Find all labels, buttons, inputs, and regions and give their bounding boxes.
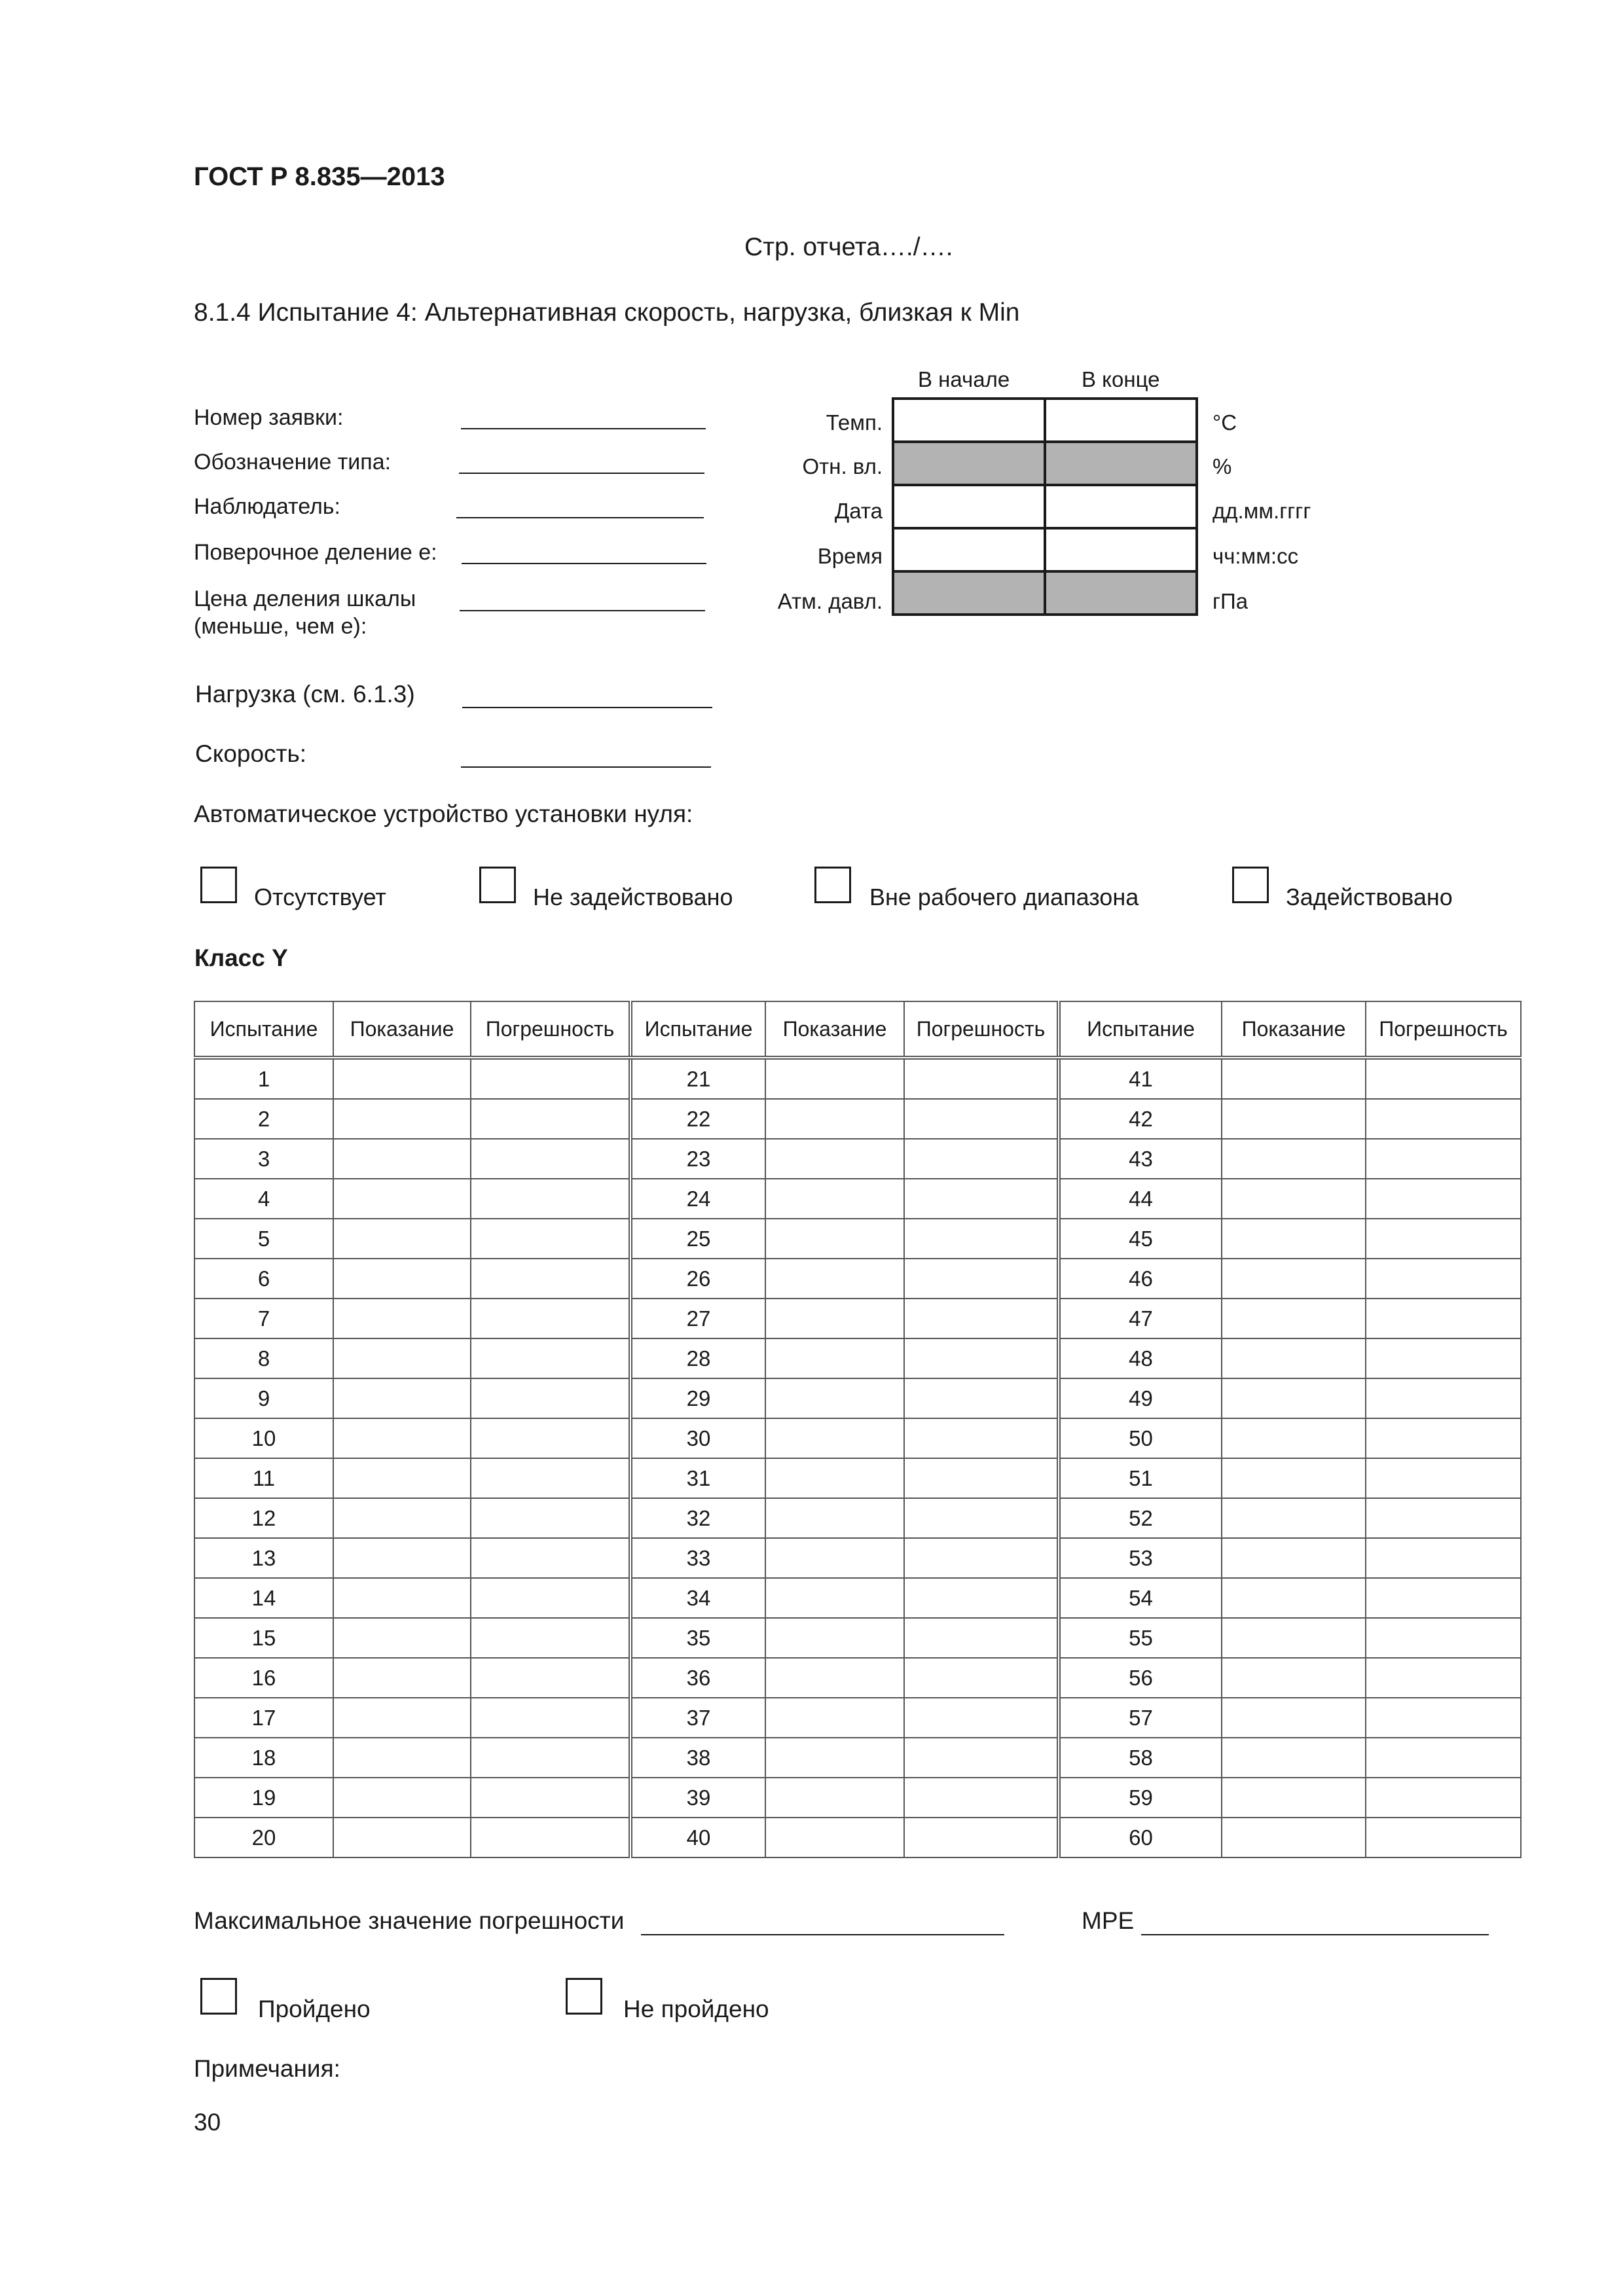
standard-header: ГОСТ Р 8.835—2013 — [194, 162, 445, 191]
condition-pressure-start — [893, 571, 1045, 615]
verdict-option-failed: Не пройдено — [623, 1996, 769, 2022]
table-row — [194, 1658, 1521, 1698]
trial-number: 40 — [630, 1818, 765, 1857]
table-row — [194, 1378, 1521, 1418]
trial-number: 22 — [630, 1099, 765, 1139]
condition-label-temp: Темп. — [826, 410, 883, 435]
verdict-option-passed: Пройдено — [258, 1996, 371, 2022]
error-cell[interactable] — [1366, 1458, 1521, 1498]
reading-cell[interactable] — [765, 1698, 904, 1738]
error-cell[interactable] — [471, 1299, 630, 1338]
zero-device-checkbox-not-engaged[interactable] — [479, 867, 516, 903]
reading-cell[interactable] — [765, 1338, 904, 1378]
reading-cell[interactable] — [765, 1179, 904, 1219]
results-header-reading-3: Показание — [1222, 1001, 1366, 1058]
table-row — [194, 1538, 1521, 1578]
condition-temp-end[interactable] — [1045, 399, 1197, 442]
reading-cell[interactable] — [1222, 1179, 1366, 1219]
trial-number: 20 — [194, 1818, 333, 1857]
trial-number: 35 — [630, 1618, 765, 1658]
field-label-type-designation: Обозначение типа: — [194, 450, 392, 475]
trial-number: 6 — [194, 1259, 333, 1299]
field-label-scale-interval-note: (меньше, чем e): — [194, 614, 367, 639]
table-row — [194, 1818, 1521, 1857]
reading-cell[interactable] — [765, 1139, 904, 1179]
field-input-type-designation[interactable] — [459, 473, 704, 474]
trial-number: 33 — [630, 1538, 765, 1578]
section-title: 8.1.4 Испытание 4: Альтернативная скорость, нагрузка, близкая к Min — [194, 298, 1020, 327]
error-cell[interactable] — [1366, 1338, 1521, 1378]
condition-temp-start[interactable] — [893, 399, 1045, 442]
trial-number: 10 — [194, 1418, 333, 1458]
trial-number: 45 — [1059, 1219, 1222, 1259]
error-cell[interactable] — [904, 1378, 1059, 1418]
error-cell[interactable] — [471, 1818, 630, 1857]
field-label-scale-interval: Цена деления шкалы — [194, 586, 416, 611]
trial-number: 46 — [1059, 1259, 1222, 1299]
condition-pressure-end — [1045, 571, 1197, 615]
trial-number: 27 — [630, 1299, 765, 1338]
trial-number: 21 — [630, 1058, 765, 1099]
error-cell[interactable] — [471, 1578, 630, 1618]
reading-cell[interactable] — [765, 1778, 904, 1818]
reading-cell[interactable] — [333, 1219, 471, 1259]
reading-cell[interactable] — [1222, 1658, 1366, 1698]
trial-number: 11 — [194, 1458, 333, 1498]
error-cell[interactable] — [904, 1219, 1059, 1259]
reading-cell[interactable] — [765, 1538, 904, 1578]
reading-cell[interactable] — [1222, 1418, 1366, 1458]
field-input-observer[interactable] — [456, 517, 704, 518]
load-label: Нагрузка (см. 6.1.3) — [195, 681, 415, 708]
trial-number: 30 — [630, 1418, 765, 1458]
results-header-trial-2: Испытание — [630, 1001, 765, 1058]
trial-number: 56 — [1059, 1658, 1222, 1698]
max-error-label: Максимальное значение погрешности — [194, 1907, 625, 1934]
error-cell[interactable] — [904, 1139, 1059, 1179]
zero-device-label: Автоматическое устройство установки нуля: — [194, 800, 693, 827]
reading-cell[interactable] — [333, 1698, 471, 1738]
trial-number: 58 — [1059, 1738, 1222, 1778]
trial-number: 4 — [194, 1179, 333, 1219]
trial-number: 23 — [630, 1139, 765, 1179]
reading-cell[interactable] — [1222, 1538, 1366, 1578]
trial-number: 38 — [630, 1738, 765, 1778]
table-row — [194, 1179, 1521, 1219]
trial-number: 13 — [194, 1538, 333, 1578]
error-cell[interactable] — [904, 1458, 1059, 1498]
table-row — [194, 1418, 1521, 1458]
table-row — [194, 1219, 1521, 1259]
reading-cell[interactable] — [333, 1658, 471, 1698]
conditions-col-start: В начале — [918, 367, 1010, 391]
error-cell[interactable] — [1366, 1738, 1521, 1778]
table-row — [194, 1698, 1521, 1738]
speed-label: Скорость: — [195, 740, 307, 767]
table-row — [194, 1259, 1521, 1299]
results-header-error-2: Погрешность — [904, 1001, 1059, 1058]
reading-cell[interactable] — [765, 1219, 904, 1259]
error-cell[interactable] — [904, 1578, 1059, 1618]
trial-number: 42 — [1059, 1099, 1222, 1139]
table-row — [194, 1099, 1521, 1139]
reading-cell[interactable] — [1222, 1058, 1366, 1099]
reading-cell[interactable] — [1222, 1458, 1366, 1498]
reading-cell[interactable] — [1222, 1139, 1366, 1179]
error-cell[interactable] — [904, 1058, 1059, 1099]
condition-unit-date: дд.мм.гггг — [1213, 499, 1311, 523]
trial-number: 57 — [1059, 1698, 1222, 1738]
trial-number: 51 — [1059, 1458, 1222, 1498]
trial-number: 7 — [194, 1299, 333, 1338]
reading-cell[interactable] — [333, 1738, 471, 1778]
reading-cell[interactable] — [1222, 1338, 1366, 1378]
trial-number: 53 — [1059, 1538, 1222, 1578]
load-input[interactable] — [462, 707, 712, 708]
error-cell[interactable] — [471, 1139, 630, 1179]
trial-number: 14 — [194, 1578, 333, 1618]
condition-unit-time: чч:мм:сс — [1213, 544, 1299, 568]
mpe-input[interactable] — [1141, 1934, 1489, 1935]
reading-cell[interactable] — [765, 1738, 904, 1778]
trial-number: 36 — [630, 1658, 765, 1698]
results-header-trial-3: Испытание — [1059, 1001, 1222, 1058]
trial-number: 48 — [1059, 1338, 1222, 1378]
reading-cell[interactable] — [765, 1658, 904, 1698]
trial-number: 37 — [630, 1698, 765, 1738]
trial-number: 44 — [1059, 1179, 1222, 1219]
zero-device-checkbox-absent[interactable] — [200, 867, 237, 903]
error-cell[interactable] — [1366, 1058, 1521, 1099]
condition-label-pressure: Атм. давл. — [777, 589, 883, 613]
reading-cell[interactable] — [1222, 1219, 1366, 1259]
trial-number: 25 — [630, 1219, 765, 1259]
error-cell[interactable] — [1366, 1219, 1521, 1259]
trial-number: 60 — [1059, 1818, 1222, 1857]
reading-cell[interactable] — [333, 1538, 471, 1578]
reading-cell[interactable] — [765, 1618, 904, 1658]
verdict-checkbox-passed[interactable] — [200, 1978, 237, 2015]
table-row — [194, 1139, 1521, 1179]
condition-label-time: Время — [817, 544, 883, 568]
reading-cell[interactable] — [1222, 1299, 1366, 1338]
error-cell[interactable] — [471, 1658, 630, 1698]
zero-device-option-absent: Отсутствует — [254, 884, 386, 910]
reading-cell[interactable] — [333, 1179, 471, 1219]
trial-number: 12 — [194, 1498, 333, 1538]
reading-cell[interactable] — [765, 1818, 904, 1857]
reading-cell[interactable] — [333, 1139, 471, 1179]
zero-device-option-not-engaged: Не задействовано — [533, 884, 733, 910]
field-input-verification-interval[interactable] — [462, 563, 706, 564]
trial-number: 26 — [630, 1259, 765, 1299]
condition-humidity-end — [1045, 442, 1197, 485]
trial-number: 8 — [194, 1338, 333, 1378]
trial-number: 2 — [194, 1099, 333, 1139]
error-cell[interactable] — [904, 1338, 1059, 1378]
trial-number: 24 — [630, 1179, 765, 1219]
reading-cell[interactable] — [333, 1818, 471, 1857]
error-cell[interactable] — [471, 1498, 630, 1538]
reading-cell[interactable] — [1222, 1498, 1366, 1538]
condition-unit-temp: °C — [1213, 410, 1237, 435]
error-cell[interactable] — [471, 1418, 630, 1458]
reading-cell[interactable] — [333, 1578, 471, 1618]
reading-cell[interactable] — [765, 1058, 904, 1099]
condition-date-start[interactable] — [893, 485, 1045, 528]
error-cell[interactable] — [471, 1099, 630, 1139]
results-header-reading-1: Показание — [333, 1001, 471, 1058]
error-cell[interactable] — [471, 1378, 630, 1418]
report-page-counter: Стр. отчета…./…. — [744, 233, 953, 261]
error-cell[interactable] — [904, 1778, 1059, 1818]
error-cell[interactable] — [471, 1538, 630, 1578]
zero-device-checkbox-engaged[interactable] — [1232, 867, 1269, 903]
table-row — [194, 1338, 1521, 1378]
error-cell[interactable] — [904, 1618, 1059, 1658]
error-cell[interactable] — [1366, 1418, 1521, 1458]
error-cell[interactable] — [904, 1179, 1059, 1219]
page-number: 30 — [194, 2109, 221, 2136]
reading-cell[interactable] — [333, 1618, 471, 1658]
table-row — [194, 1578, 1521, 1618]
error-cell[interactable] — [471, 1219, 630, 1259]
reading-cell[interactable] — [1222, 1818, 1366, 1857]
error-cell[interactable] — [904, 1418, 1059, 1458]
field-label-observer: Наблюдатель: — [194, 494, 340, 519]
reading-cell[interactable] — [1222, 1778, 1366, 1818]
error-cell[interactable] — [471, 1259, 630, 1299]
verdict-checkbox-failed[interactable] — [566, 1978, 602, 2015]
trial-number: 54 — [1059, 1578, 1222, 1618]
error-cell[interactable] — [1366, 1299, 1521, 1338]
trial-number: 59 — [1059, 1778, 1222, 1818]
table-row — [194, 1299, 1521, 1338]
error-cell[interactable] — [1366, 1498, 1521, 1538]
error-cell[interactable] — [904, 1538, 1059, 1578]
reading-cell[interactable] — [333, 1299, 471, 1338]
reading-cell[interactable] — [765, 1578, 904, 1618]
reading-cell[interactable] — [765, 1498, 904, 1538]
error-cell[interactable] — [471, 1778, 630, 1818]
error-cell[interactable] — [904, 1818, 1059, 1857]
error-cell[interactable] — [471, 1698, 630, 1738]
zero-device-checkbox-out-of-range[interactable] — [814, 867, 851, 903]
trial-number: 32 — [630, 1498, 765, 1538]
error-cell[interactable] — [904, 1738, 1059, 1778]
error-cell[interactable] — [904, 1498, 1059, 1538]
reading-cell[interactable] — [333, 1778, 471, 1818]
reading-cell[interactable] — [1222, 1698, 1366, 1738]
error-cell[interactable] — [904, 1658, 1059, 1698]
trial-number: 31 — [630, 1458, 765, 1498]
field-label-request-number: Номер заявки: — [194, 405, 344, 430]
field-input-scale-interval[interactable] — [460, 610, 705, 611]
trial-number: 1 — [194, 1058, 333, 1099]
error-cell[interactable] — [1366, 1139, 1521, 1179]
table-row — [194, 1458, 1521, 1498]
error-cell[interactable] — [1366, 1578, 1521, 1618]
mpe-label: MPE — [1082, 1907, 1135, 1934]
reading-cell[interactable] — [765, 1259, 904, 1299]
reading-cell[interactable] — [765, 1418, 904, 1458]
table-row — [194, 1058, 1521, 1099]
reading-cell[interactable] — [333, 1458, 471, 1498]
trial-number: 55 — [1059, 1618, 1222, 1658]
error-cell[interactable] — [904, 1299, 1059, 1338]
reading-cell[interactable] — [1222, 1738, 1366, 1778]
error-cell[interactable] — [1366, 1378, 1521, 1418]
table-row — [194, 1738, 1521, 1778]
condition-label-humidity: Отн. вл. — [802, 454, 883, 478]
reading-cell[interactable] — [333, 1498, 471, 1538]
condition-date-end[interactable] — [1045, 485, 1197, 528]
reading-cell[interactable] — [765, 1458, 904, 1498]
error-cell[interactable] — [1366, 1618, 1521, 1658]
condition-unit-humidity: % — [1213, 454, 1232, 478]
error-cell[interactable] — [471, 1458, 630, 1498]
error-cell[interactable] — [471, 1618, 630, 1658]
trial-number: 41 — [1059, 1058, 1222, 1099]
trial-number: 17 — [194, 1698, 333, 1738]
notes-label: Примечания: — [194, 2055, 340, 2082]
speed-input[interactable] — [461, 766, 711, 768]
error-cell[interactable] — [1366, 1658, 1521, 1698]
reading-cell[interactable] — [333, 1099, 471, 1139]
trial-number: 39 — [630, 1778, 765, 1818]
reading-cell[interactable] — [333, 1259, 471, 1299]
error-cell[interactable] — [471, 1179, 630, 1219]
results-table — [194, 1001, 1522, 1858]
error-cell[interactable] — [1366, 1698, 1521, 1738]
reading-cell[interactable] — [333, 1058, 471, 1099]
trial-number: 47 — [1059, 1299, 1222, 1338]
condition-unit-pressure: гПа — [1213, 589, 1249, 613]
max-error-input[interactable] — [641, 1934, 1004, 1935]
error-cell[interactable] — [904, 1099, 1059, 1139]
trial-number: 49 — [1059, 1378, 1222, 1418]
results-header-trial-1: Испытание — [194, 1001, 333, 1058]
class-label: Класс Y — [194, 944, 288, 971]
trial-number: 5 — [194, 1219, 333, 1259]
results-header-error-1: Погрешность — [471, 1001, 630, 1058]
condition-label-date: Дата — [834, 499, 883, 523]
error-cell[interactable] — [1366, 1778, 1521, 1818]
table-row — [194, 1498, 1521, 1538]
error-cell[interactable] — [1366, 1259, 1521, 1299]
trial-number: 18 — [194, 1738, 333, 1778]
trial-number: 15 — [194, 1618, 333, 1658]
condition-time-end[interactable] — [1045, 528, 1197, 571]
zero-device-option-out-of-range: Вне рабочего диапазона — [869, 884, 1139, 910]
trial-number: 50 — [1059, 1418, 1222, 1458]
reading-cell[interactable] — [1222, 1618, 1366, 1658]
reading-cell[interactable] — [765, 1378, 904, 1418]
trial-number: 19 — [194, 1778, 333, 1818]
trial-number: 16 — [194, 1658, 333, 1698]
error-cell[interactable] — [1366, 1538, 1521, 1578]
reading-cell[interactable] — [333, 1338, 471, 1378]
trial-number: 29 — [630, 1378, 765, 1418]
error-cell[interactable] — [1366, 1179, 1521, 1219]
trial-number: 43 — [1059, 1139, 1222, 1179]
error-cell[interactable] — [471, 1338, 630, 1378]
error-cell[interactable] — [471, 1738, 630, 1778]
error-cell[interactable] — [1366, 1818, 1521, 1857]
results-header-reading-2: Показание — [765, 1001, 904, 1058]
error-cell[interactable] — [471, 1058, 630, 1099]
zero-device-option-engaged: Задействовано — [1286, 884, 1453, 910]
reading-cell[interactable] — [765, 1299, 904, 1338]
reading-cell[interactable] — [1222, 1259, 1366, 1299]
error-cell[interactable] — [1366, 1099, 1521, 1139]
condition-time-start[interactable] — [893, 528, 1045, 571]
trial-number: 34 — [630, 1578, 765, 1618]
table-row — [194, 1618, 1521, 1658]
trial-number: 3 — [194, 1139, 333, 1179]
condition-humidity-start — [893, 442, 1045, 485]
results-header-error-3: Погрешность — [1366, 1001, 1521, 1058]
trial-number: 28 — [630, 1338, 765, 1378]
error-cell[interactable] — [904, 1259, 1059, 1299]
field-label-verification-interval: Поверочное деление e: — [194, 540, 437, 565]
conditions-col-end: В конце — [1082, 367, 1160, 391]
reading-cell[interactable] — [333, 1418, 471, 1458]
reading-cell[interactable] — [1222, 1578, 1366, 1618]
reading-cell[interactable] — [765, 1099, 904, 1139]
reading-cell[interactable] — [333, 1378, 471, 1418]
reading-cell[interactable] — [1222, 1099, 1366, 1139]
trial-number: 52 — [1059, 1498, 1222, 1538]
field-input-request-number[interactable] — [461, 428, 706, 429]
table-row — [194, 1778, 1521, 1818]
error-cell[interactable] — [904, 1698, 1059, 1738]
reading-cell[interactable] — [1222, 1378, 1366, 1418]
conditions-grid — [892, 397, 1198, 616]
trial-number: 9 — [194, 1378, 333, 1418]
